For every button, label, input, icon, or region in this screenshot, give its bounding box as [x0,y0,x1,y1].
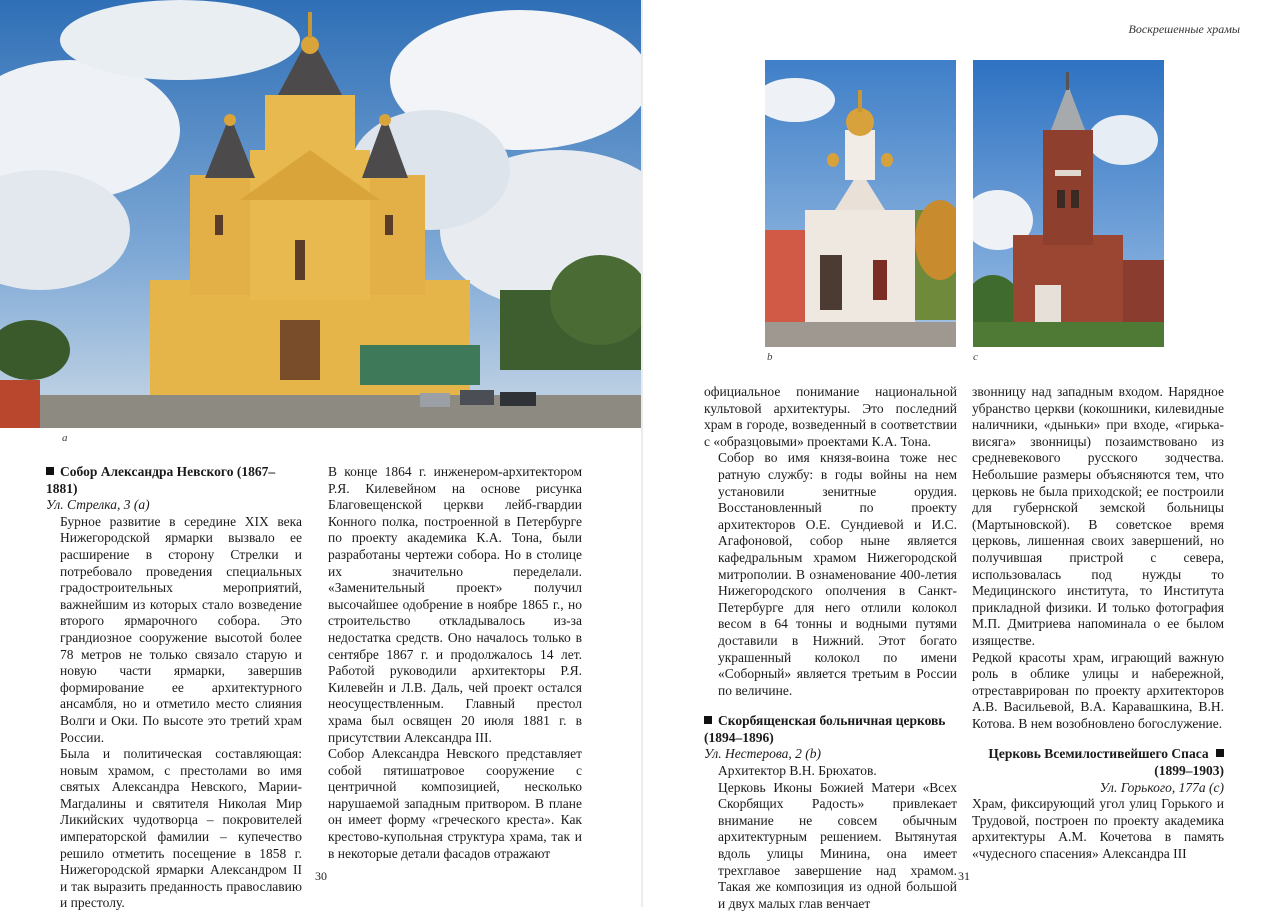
paragraph: Собор во имя князя-воина тоже нес ратную службу: в годы войны на нем установили зенитные орудия. Восстановленный по проекту архитекторов О.Е. Сундиевой и И.С. Агафоновой, собор ныне является кафедральным храмом Нижегородской митрополии. В ознаменование 400-летия Нижегородского ополчения в Санкт-Петербурге для него отлили колокол весом в 64 тонны и водными путями доставили в Нижний. Этот богато украшенный колокол по имени «Соборный» является третьим в России по величине. [718,450,957,698]
spacer [704,699,957,713]
text-column-2 [328,464,582,862]
paragraph: звонницу над западным входом. Нарядное убранство церкви (кокошники, килевидные наличники, «дыньки» при входе, «гирька-висяга» звонницы) позаимствовано из средневекового русского зодчества. Небольшие размеры объясняются тем, что церковь не была приходской; ее построили для губернской земской больницы (Мартыновской). В советское время церковь, лишенная своих завершений, но получившая пристрой с севера, использовалась под нужды то Медицинского института, то Института прикладной физики. И только фотография М.П. Дмитриева напоминала о ее былом изяществе. [972,384,1224,648]
entry-address: Ул. Нестерова, 2 (b) [704,746,821,762]
entry-years: (1899–1903) [1154,763,1224,779]
text-column-3 [704,384,957,912]
entry-address: Ул. Горького, 177а (c) [1099,779,1224,795]
photo-spasa-church [973,60,1164,347]
paragraph: Бурное развитие в середине XIX века Нижегородской ярмарки вызвало ее расширение в сторону Стрелки и потребовало проведения специальных градостроительных мероприятий, важнейшим из которых стало возведение второго ярмарочного собора. Это грандиозное сооружение высотой более 78 метров не только связало старую и новую части ярмарки, завершив формирование ее архитектурного ансамбля, но и отметило место слияния Волги и Оки. По высоте это третий храм России. [60,513,302,745]
entry-title-skorbyashchenskaya: Скорбященская больничная церковь (1894–1896) [704,713,946,745]
entry-address: Ул. Стрелка, 3 (a) [46,497,150,513]
figure-label-a: a [62,432,68,444]
page-number-right: 31 [958,869,970,883]
paragraph: Храм, фиксирующий угол улиц Горького и Трудовой, построен по проекту академика архитектуры А.М. Кочетова в память «чудесного спасения» Александра III [972,796,1224,862]
spacer [972,732,1224,746]
square-bullet-icon [704,716,712,724]
page-number-left: 30 [315,869,327,883]
paragraph: официальное понимание национальной культовой архитектуры. Это последний храм в городе, возведенный в соответствии с «образцовыми» проектами К.А. Тона. [704,384,957,449]
running-head: Воскрешенные храмы [1128,22,1240,36]
paragraph: Собор Александра Невского представляет собой пятишатровое сооружение с центричной композицией, несколько нарушаемой западным притвором. В плане он имеет форму «греческого креста». Как крестово-купольная структура храма, так и в некоторые детали фасадов отражают [328,746,582,861]
text-column-4 [972,384,1224,863]
square-bullet-icon [1216,749,1224,757]
paragraph: Церковь Иконы Божией Матери «Всех Скорбящих Радость» привлекает внимание не совсем обычным архитектурным решением. Вытянутая вдоль улицы Минина, она имеет трехглавое завершение над храмом. Такая же композиция из одной большой и двух малых глав венчает [718,779,957,911]
text-column-1 [46,464,302,912]
left-page [0,0,642,911]
photo-skorbyashchenskaya-church [765,60,956,347]
photo-alexander-nevsky-cathedral [0,0,642,428]
paragraph: Была и политическая составляющая: новым храмом, с престолами во имя святых Александра Невского, Марии-Магдалины и святителя Николая Мир Ликийских чудотворца – покровителей императорской фамилии – купечество решило отметить посещение в 1858 г. Нижегородской ярмарки Александром II и так выразить преданность православию и престолу. [60,746,302,911]
entry-title-alexander-nevsky: Собор Александра Невского (1867–1881) [46,464,276,496]
figure-label-b: b [767,351,773,363]
entry-title-spasa: Церковь Всемилостивейшего Спаса [972,746,1224,763]
square-bullet-icon [46,467,54,475]
paragraph: В конце 1864 г. инженером-архитектором Р.Я. Килевейном на основе рисунка Благовещенской церкви лейб-гвардии Конного полка, построенной в Петербурге по проекту академика К.А. Тона, были разработаны чертежи собора. Но в столице их значительно переделали. «Заменительный проект» получил высочайшее одобрение в ноябре 1865 г., но строительство откладывалось из-за недостатка средств. Оно началось только в сентябре 1867 г. и продолжалось 14 лет. Работой руководили архитекторы Р.Я. Килевейн и Л.В. Даль, чей проект остался неосуществленным. Главный престол храма был освящен 20 июля 1881 г. в присутствии Александра III. [328,464,582,745]
entry-architect: Архитектор В.Н. Брюхатов. [718,763,877,779]
paragraph: Редкой красоты храм, играющий важную роль в облике улицы и набережной, отреставрирован по проекту архитекторов А.В. Васильевой, В.А. Каравашкина, В.Н. Котова. В нем возобновлено богослужение. [972,649,1224,731]
figure-label-c: c [973,351,978,363]
